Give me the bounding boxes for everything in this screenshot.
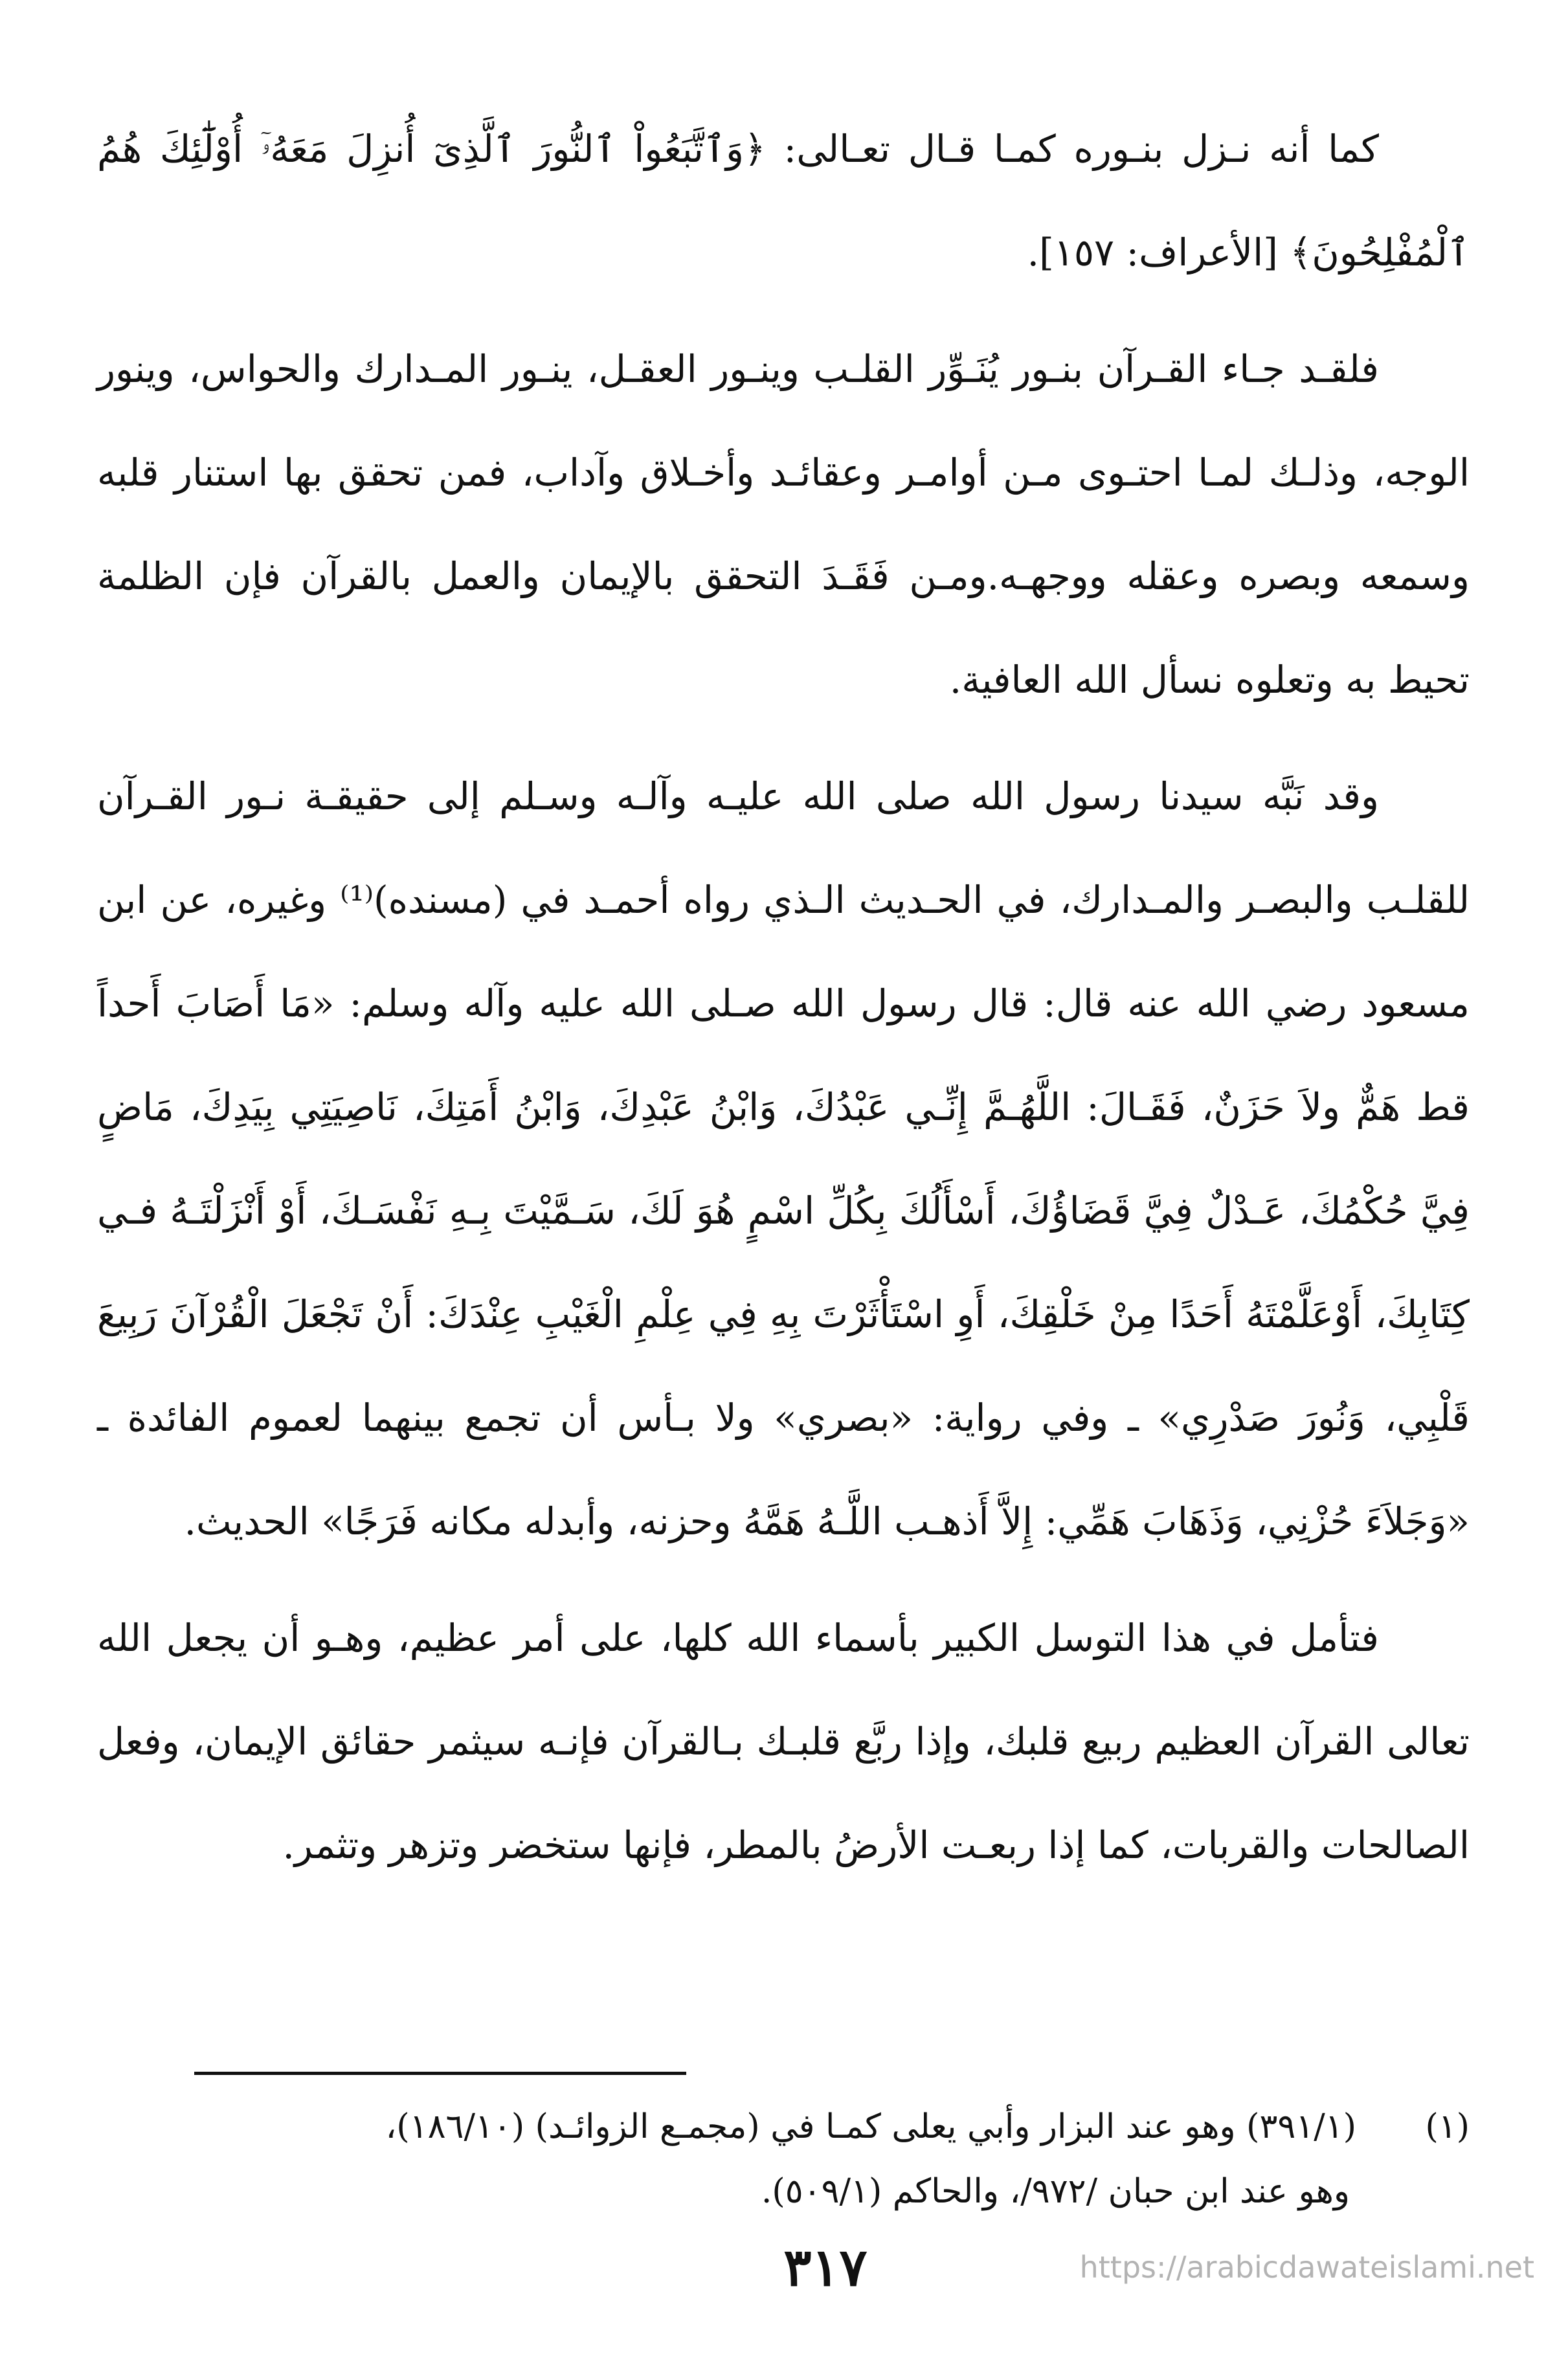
page-number: ٣١٧ [783, 2237, 868, 2298]
footnote-line-1 [97, 2094, 1470, 2159]
footnote-divider [194, 2072, 686, 2075]
footnote-text-2: وهو عند ابن حبان /٩٧٢/، والحاكم (٥٠٩/١). [761, 2172, 1350, 2211]
footnote-text-1: (٣٩١/١) وهو عند البزار وأبي يعلى كمـا في (مجمـع الزوائـد) (١٨٦/١٠)، [385, 2107, 1356, 2146]
body-text [97, 97, 1470, 1897]
footnote-number: (١) [1425, 2107, 1470, 2146]
paragraph-quran-citation: كما أنه نـزل بنـوره كمـا قـال تعـالى: ﴿وَٱتَّبَعُواْ ٱلنُّورَ ٱلَّذِىٓ أُنزِلَ مَعَهُۥٓ أُوْلَٰٓئِكَ هُمُ ٱلْمُفْلِحُونَ﴾ [الأعراف: ١٥٧]. [97, 127, 1470, 275]
watermark-url: https://arabicdawateislami.net [1079, 2250, 1534, 2285]
paragraph-hadith: وقد نَبَّه سيدنا رسول الله صلى الله عليـه وآلـه وسـلم إلى حقيقـة نـور القـرآن للقلـب والبصـر والمـدارك، في الحـديث الـذي رواه أحمـد في (مسنده)⁽¹⁾ وغيره، عن ابن مسعود رضي الله عنه قال: قال رسول الله صـلى الله عليه وآله وسلم: «مَا أَصَابَ أَحداً قط هَمٌّ ولاَ حَزَنٌ، فَقَـالَ: اللَّهُـمَّ إِنِّـي عَبْدُكَ، وَابْنُ عَبْدِكَ، وَابْنُ أَمَتِكَ، نَاصِيَتِي بِيَدِكَ، مَاضٍ فِيَّ حُكْمُكَ، عَـدْلٌ فِيَّ قَضَاؤُكَ، أَسْأَلُكَ بِكُلِّ اسْمٍ هُوَ لَكَ، سَـمَّيْتَ بِـهِ نَفْسَـكَ، أَوْ أَنْزَلْتَـهُ فـي كِتَابِكَ، أَوْعَلَّمْتَهُ أَحَدًا مِنْ خَلْقِكَ، أَوِ اسْتَأْثَرْتَ بِهِ فِي عِلْمِ الْغَيْبِ عِنْدَكَ: أَنْ تَجْعَلَ الْقُرْآنَ رَبِيعَ قَلْبِي، وَنُورَ صَدْرِي» ـ وفي رواية: «بصري» ولا بـأس أن تجمع بينهما لعموم الفائدة ـ «وَجَلاَءَ حُزْنِي، وَذَهَابَ هَمِّي: إِلاَّ أَذهـب اللَّـهُ هَمَّهُ وحزنه، وأبدله مكانه فَرَجًا» الحديث. [97, 774, 1470, 1543]
paragraph-reflection: فتأمل في هذا التوسل الكبير بأسماء الله كلها، على أمر عظيم، وهـو أن يجعل الله تعالى القرآن العظيم ربيع قلبك، وإذا ربَّع قلبـك بـالقرآن فإنـه سيثمر حقائق الإيمان، وفعل الصالحات والقربات، كما إذا ربعـت الأرضُ بالمطر، فإنها ستخضر وتزهر وتثمر. [97, 1616, 1470, 1867]
footnotes [97, 2094, 1470, 2224]
book-page [97, 97, 1534, 2298]
paragraph-light-of-quran: فلقـد جـاء القـرآن بنـور يُنَـوِّر القلـب وينـور العقـل، ينـور المـدارك والحواس، وينور الوجه، وذلـك لمـا احتـوى مـن أوامـر وعقائـد وأخـلاق وآداب، فمن تحقق بها استنار قلبه وسمعه وبصره وعقله ووجهـه.ومـن فَقَـدَ التحقق بالإيمان والعمل بالقرآن فإن الظلمة تحيط به وتعلوه نسأل الله العافية. [97, 347, 1470, 702]
